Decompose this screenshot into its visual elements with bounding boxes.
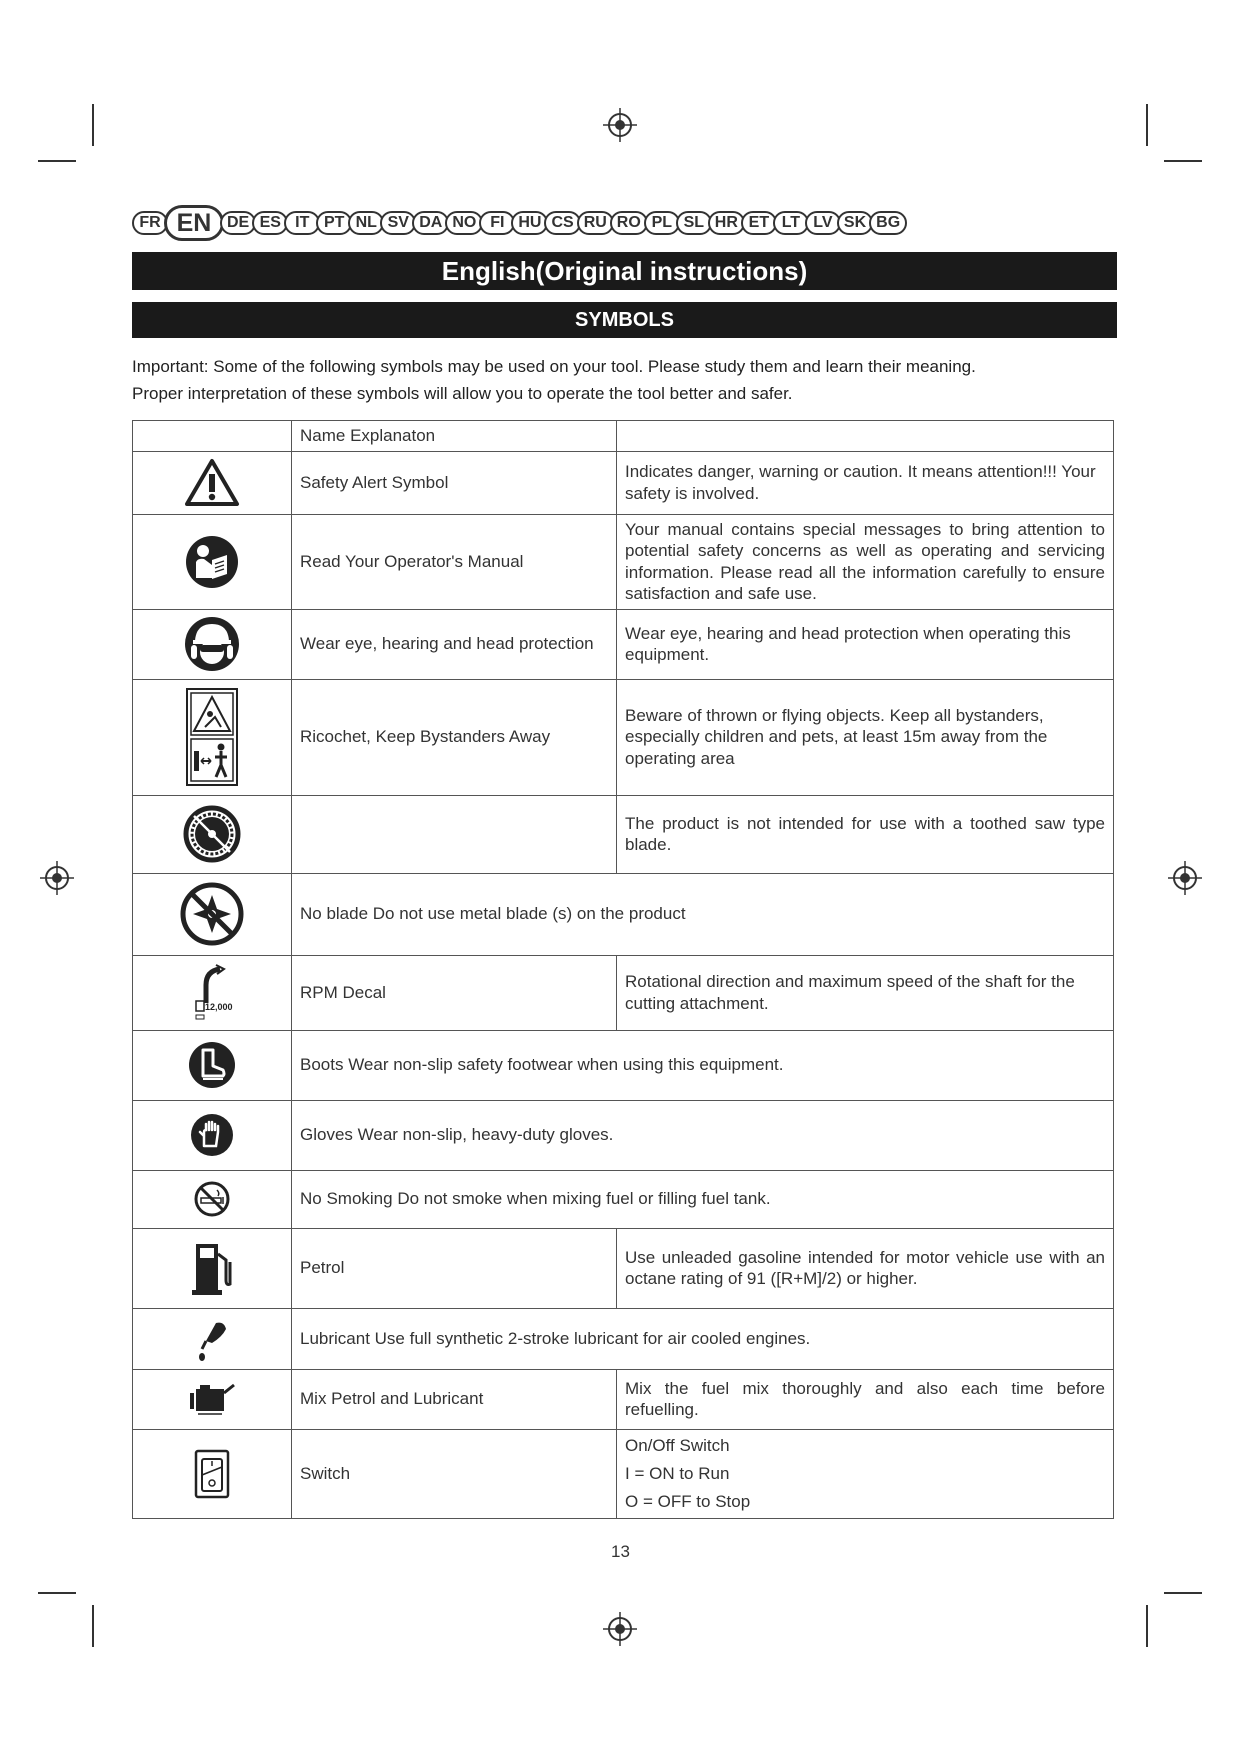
- crop-mark: [38, 160, 76, 162]
- boots-icon: [187, 1040, 237, 1090]
- switch-desc-line: O = OFF to Stop: [625, 1491, 751, 1511]
- language-tab[interactable]: FI: [479, 211, 515, 235]
- table-row: [133, 514, 1114, 609]
- intro-line: Important: Some of the following symbols may be used on your tool. Please study them and learn their meaning.: [132, 357, 976, 376]
- symbol-text: Lubricant Use full synthetic 2-stroke lubricant for air cooled engines.: [292, 1308, 1114, 1369]
- language-tab[interactable]: CS: [544, 211, 580, 235]
- symbol-description: Beware of thrown or flying objects. Keep all bystanders, especially children and pets, at least 15m away from the operating area: [617, 679, 1114, 795]
- table-header-row: [133, 421, 1114, 452]
- icon-cell: [133, 1030, 292, 1100]
- symbol-description: Mix the fuel mix thoroughly and also each time before refuelling.: [617, 1369, 1114, 1429]
- symbol-name: Safety Alert Symbol: [292, 451, 617, 514]
- intro-line: Proper interpretation of these symbols will allow you to operate the tool better and safer.: [132, 384, 793, 403]
- no-metal-blade-icon: [179, 881, 245, 947]
- switch-desc-line: On/Off Switch: [625, 1435, 730, 1455]
- header-cell: [617, 421, 1114, 452]
- read-manual-icon: [184, 534, 240, 590]
- table-row: [133, 609, 1114, 679]
- language-tab[interactable]: IT: [284, 211, 320, 235]
- symbol-description: The product is not intended for use with a toothed saw type blade.: [617, 795, 1114, 873]
- language-tab[interactable]: SK: [837, 211, 873, 235]
- symbol-name: [292, 795, 617, 873]
- icon-cell: [133, 514, 292, 609]
- table-row: [133, 1100, 1114, 1170]
- icon-cell: [133, 955, 292, 1030]
- eye-hearing-head-protection-icon: [183, 615, 241, 673]
- symbol-description: Wear eye, hearing and head protection when operating this equipment.: [617, 609, 1114, 679]
- language-tab[interactable]: RU: [577, 211, 614, 235]
- symbol-name: Switch: [292, 1429, 617, 1518]
- rpm-value: 12,000: [205, 1001, 233, 1012]
- crop-mark: [92, 104, 94, 146]
- on-off-switch-icon: [194, 1449, 230, 1499]
- language-tab[interactable]: HR: [708, 211, 745, 235]
- symbol-description: Rotational direction and maximum speed of the shaft for the cutting attachment.: [617, 955, 1114, 1030]
- header-cell: Name Explanaton: [292, 421, 617, 452]
- table-row: [133, 1170, 1114, 1228]
- crop-mark: [92, 1605, 94, 1647]
- language-tab[interactable]: DE: [220, 211, 256, 235]
- symbol-description: Your manual contains special messages to bring attention to potential safety concerns as well as operating and servicing information. Please read all the information carefully to ensure satisfaction and safe use.: [617, 514, 1114, 609]
- registration-mark-icon: [603, 108, 637, 142]
- language-tab[interactable]: LV: [805, 211, 841, 235]
- crop-mark: [1146, 104, 1148, 146]
- rpm-decal-icon: [182, 963, 242, 1023]
- lubricant-drop-icon: [192, 1315, 232, 1363]
- icon-cell: [133, 795, 292, 873]
- language-tab[interactable]: HU: [511, 211, 548, 235]
- icon-cell: [133, 1228, 292, 1308]
- table-row: [133, 955, 1114, 1030]
- table-row: [133, 1030, 1114, 1100]
- section-heading: SYMBOLS: [132, 302, 1117, 338]
- crop-mark: [38, 1592, 76, 1594]
- registration-mark-icon: [603, 1612, 637, 1646]
- table-row: [133, 1228, 1114, 1308]
- ricochet-bystanders-icon: [185, 687, 239, 787]
- icon-cell: [133, 451, 292, 514]
- header-cell: [133, 421, 292, 452]
- symbol-name: Wear eye, hearing and head protection: [292, 609, 617, 679]
- symbol-text: No Smoking Do not smoke when mixing fuel or filling fuel tank.: [292, 1170, 1114, 1228]
- symbol-description: Use unleaded gasoline intended for motor vehicle use with an octane rating of 91 ([R+M]/2) or higher.: [617, 1228, 1114, 1308]
- language-tab[interactable]: ET: [741, 211, 777, 235]
- table-row: [133, 1429, 1114, 1518]
- language-tab[interactable]: RO: [610, 211, 648, 235]
- symbol-text: Gloves Wear non-slip, heavy-duty gloves.: [292, 1100, 1114, 1170]
- language-tab[interactable]: LT: [773, 211, 809, 235]
- symbol-text: No blade Do not use metal blade (s) on the product: [292, 873, 1114, 955]
- language-tab[interactable]: PT: [316, 211, 352, 235]
- language-tab[interactable]: SL: [676, 211, 712, 235]
- language-tab[interactable]: DA: [412, 211, 449, 235]
- no-saw-blade-icon: [183, 805, 241, 863]
- no-smoking-icon: [193, 1180, 231, 1218]
- language-tab[interactable]: ES: [252, 211, 288, 235]
- icon-cell: [133, 1308, 292, 1369]
- language-tab[interactable]: BG: [869, 211, 907, 235]
- page-number: 13: [611, 1542, 630, 1561]
- crop-mark: [1146, 1605, 1148, 1647]
- language-tab[interactable]: FR: [132, 211, 168, 235]
- icon-cell: [133, 1170, 292, 1228]
- language-tab-active[interactable]: EN: [164, 205, 224, 241]
- symbol-name: Ricochet, Keep Bystanders Away: [292, 679, 617, 795]
- language-tab[interactable]: NL: [348, 211, 384, 235]
- table-row: [133, 451, 1114, 514]
- page-title: English(Original instructions): [132, 252, 1117, 290]
- crop-mark: [1164, 1592, 1202, 1594]
- symbol-description: [617, 1429, 1114, 1518]
- symbol-name: Read Your Operator's Manual: [292, 514, 617, 609]
- table-row: [133, 679, 1114, 795]
- safety-alert-icon: [184, 458, 240, 508]
- language-selector: [132, 206, 1112, 240]
- symbol-name: Mix Petrol and Lubricant: [292, 1369, 617, 1429]
- icon-cell: [133, 1429, 292, 1518]
- table-row: [133, 795, 1114, 873]
- symbol-text: Boots Wear non-slip safety footwear when using this equipment.: [292, 1030, 1114, 1100]
- intro-text: [132, 353, 1117, 407]
- language-tab[interactable]: PL: [644, 211, 680, 235]
- icon-cell: [133, 679, 292, 795]
- gloves-icon: [189, 1112, 235, 1158]
- table-row: [133, 1369, 1114, 1429]
- symbol-name: RPM Decal: [292, 955, 617, 1030]
- icon-cell: [133, 1369, 292, 1429]
- petrol-pump-icon: [190, 1240, 234, 1296]
- icon-cell: [133, 1100, 292, 1170]
- switch-desc-line: I = ON to Run: [625, 1463, 730, 1483]
- table-row: [133, 1308, 1114, 1369]
- language-tab[interactable]: SV: [380, 211, 416, 235]
- icon-cell: [133, 873, 292, 955]
- registration-mark-icon: [40, 861, 74, 895]
- fuel-mix-can-icon: [186, 1379, 238, 1419]
- language-tab[interactable]: NO: [445, 211, 483, 235]
- registration-mark-icon: [1168, 861, 1202, 895]
- crop-mark: [1164, 160, 1202, 162]
- icon-cell: [133, 609, 292, 679]
- table-row: [133, 873, 1114, 955]
- symbol-name: Petrol: [292, 1228, 617, 1308]
- symbols-table: [132, 420, 1114, 1519]
- symbol-description: Indicates danger, warning or caution. It means attention!!! Your safety is involved.: [617, 451, 1114, 514]
